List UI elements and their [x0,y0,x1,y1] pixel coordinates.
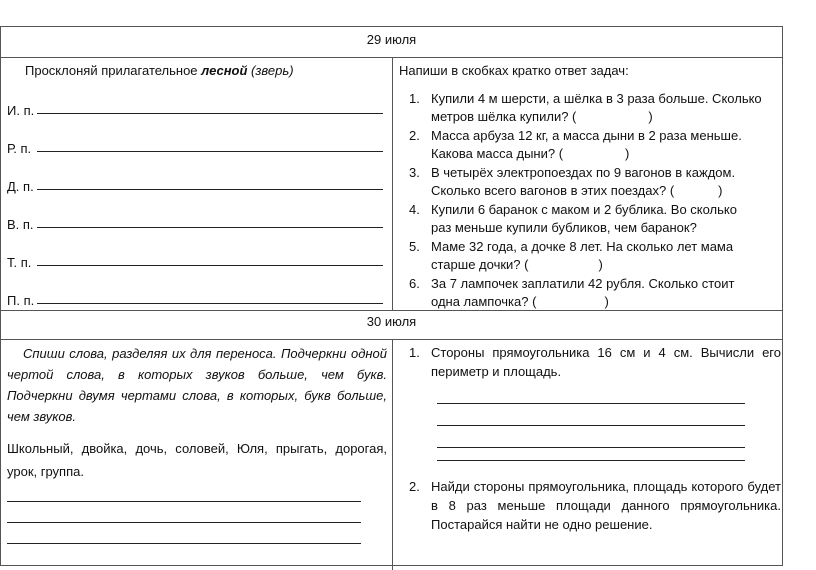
problem-item: 3. В четырёх электропоездах по 9 вагонов в каждом. Сколько всего вагонов в этих поездах? ( ) [409,165,736,198]
problems-cell [399,63,781,312]
case-row [7,120,383,158]
answer-blank[interactable] [37,303,383,304]
case-label: Т. п. [7,255,32,270]
problem-item: 6. За 7 лампочек заплатили 42 рубля. Сколько стоит одна лампочка? ( ) [409,276,735,309]
rectangle-task: 1. Стороны прямоугольника 16 см и 4 см. Вычисли его периметр и площадь. [409,345,781,379]
answer-blank[interactable] [37,189,383,190]
case-row [7,158,383,196]
case-row [7,272,383,310]
case-label: И. п. [7,103,35,118]
answer-blank[interactable] [37,265,383,266]
rectangle-task: 2. Найди стороны прямоугольника, площадь которого будет в 8 раз меньше площади данного прямоугольника. Постарайся найти не одно решение. [409,479,781,532]
answer-blank[interactable] [37,227,383,228]
words-instruction: Спиши слова, разделяя их для переноса. Подчеркни одной чертой слова, в которых звуков больше, чем букв. Подчеркни двумя чертами слова, в которых, букв больше, чем звуков. [7,346,387,424]
problem-item: 4. Купили 6 баранок с маком и 2 бублика. Во сколько раз меньше купили бубликов, чем баранок? [409,202,737,235]
writing-line[interactable] [437,403,745,404]
worksheet-table [0,26,783,566]
case-row [7,196,383,234]
adjective-word: лесной [201,63,248,78]
problem-item: 2. Масса арбуза 12 кг, а масса дыни в 2 раза меньше. Какова масса дыни? ( ) [409,128,742,161]
case-row [7,234,383,272]
date-heading-29: 29 июля [366,32,417,47]
date-row-29 [1,27,782,58]
case-label: Р. п. [7,141,32,156]
writing-line[interactable] [7,501,361,502]
case-label: Д. п. [7,179,34,194]
words-cell [7,343,387,544]
problem-item: 5. Маме 32 года, а дочке 8 лет. На сколько лет мама старше дочки? ( ) [409,239,734,272]
problem-item: 1. Купили 4 м шерсти, а шёлка в 3 раза больше. Сколько метров шёлка купили? ( ) [409,91,762,124]
noun-hint: (зверь) [247,63,294,78]
problems-list [399,90,781,311]
case-label: В. п. [7,217,34,232]
writing-line[interactable] [7,543,361,544]
case-label: П. п. [7,293,35,308]
column-divider-2 [392,340,393,570]
writing-line[interactable] [437,425,745,426]
words-list: Школьный, двойка, дочь, соловей, Юля, прыгать, дорогая, урок, группа. [7,441,387,479]
date-row-30 [1,310,782,340]
writing-line[interactable] [7,522,361,523]
rectangle-cell [399,343,781,535]
case-row [7,82,383,120]
date-heading-30: 30 июля [366,314,417,329]
problems-instruction: Напиши в скобках кратко ответ задач: [399,63,629,78]
writing-line[interactable] [437,460,745,461]
answer-blank[interactable] [37,113,383,114]
writing-line[interactable] [437,447,745,448]
declension-instruction: Просклоняй прилагательное лесной (зверь) [25,63,294,78]
answer-blank[interactable] [37,151,383,152]
column-divider-1 [392,58,393,310]
declension-cell [7,63,383,310]
